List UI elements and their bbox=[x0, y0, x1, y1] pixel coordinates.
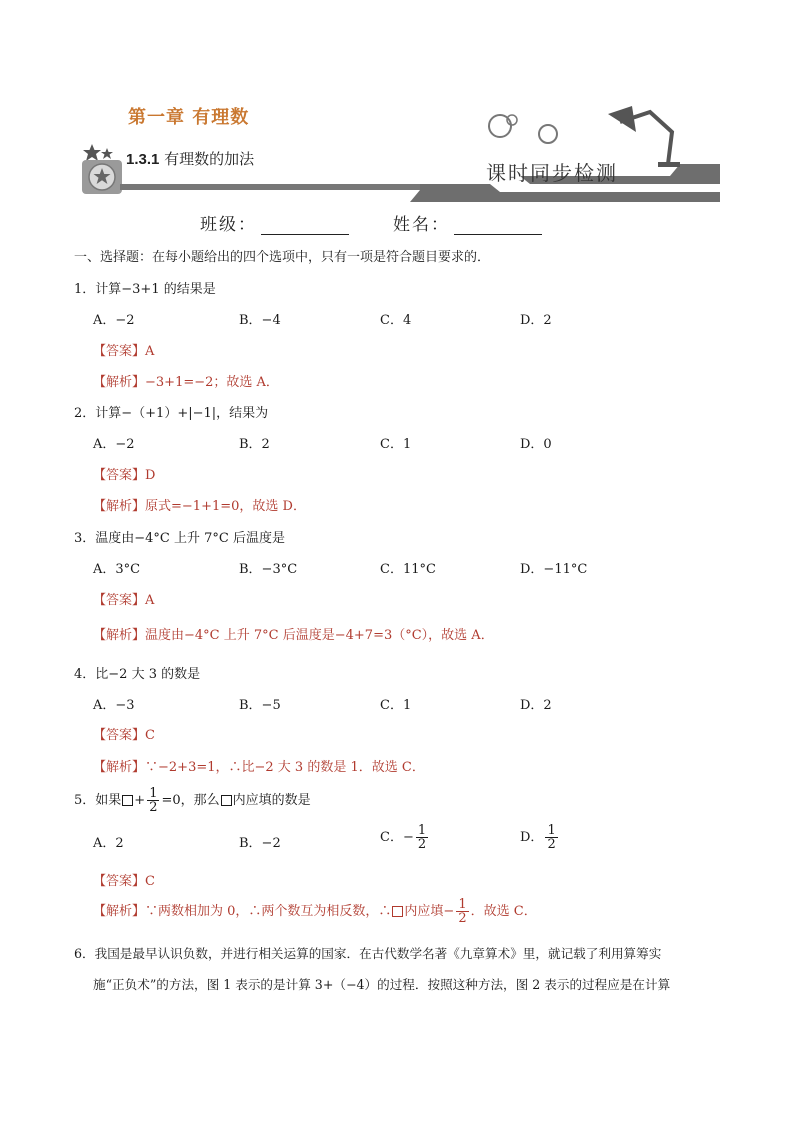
answer-value: A bbox=[145, 344, 155, 359]
blank-box-icon bbox=[122, 795, 133, 806]
section-number: 1.3.1 bbox=[126, 151, 160, 168]
answer-value: D bbox=[145, 468, 156, 483]
blank-box-icon bbox=[221, 795, 232, 806]
option-c[interactable]: C．1 bbox=[380, 698, 412, 713]
class-label: 班级： bbox=[200, 215, 257, 235]
stem-pre: 5．如果 bbox=[74, 793, 122, 808]
fraction-numerator: 1 bbox=[417, 823, 427, 838]
fraction bbox=[416, 824, 428, 851]
option-b[interactable]: B．2 bbox=[239, 437, 270, 452]
answer-tag: 【答案】 bbox=[93, 874, 146, 889]
answer bbox=[93, 592, 154, 610]
option-c[interactable]: C．4 bbox=[380, 313, 412, 328]
answer bbox=[93, 467, 155, 485]
star-icon bbox=[83, 144, 101, 161]
fraction-denominator: 2 bbox=[417, 837, 427, 852]
answer-value: A bbox=[145, 593, 155, 608]
fraction-numerator: 1 bbox=[458, 897, 467, 912]
option-b[interactable]: B．−3°C bbox=[239, 562, 298, 577]
question-stem: 2．计算−（+1）+|−1|，结果为 bbox=[74, 406, 269, 421]
stem-end: 内应填的数是 bbox=[232, 793, 311, 808]
fraction-numerator: 1 bbox=[149, 786, 158, 801]
analysis bbox=[93, 498, 306, 516]
option-a[interactable]: A．2 bbox=[93, 836, 124, 851]
answer bbox=[93, 343, 154, 361]
question-stem-line2: 施“正负术”的方法，图 1 表示的是计算 3+（−4）的过程．按照这种方法，图 2 表示的过程应是在计算 bbox=[93, 977, 671, 992]
section-name: 有理数的加法 bbox=[164, 150, 255, 168]
option-d[interactable]: D．2 bbox=[520, 313, 552, 328]
option-c[interactable]: C．11°C bbox=[380, 562, 436, 577]
option-d[interactable]: D．0 bbox=[520, 437, 552, 452]
question-stem: 4．比−2 大 3 的数是 bbox=[74, 667, 201, 682]
analysis-text: 温度由−4°C 上升 7°C 后温度是−4+7=3（°C），故选 A． bbox=[145, 628, 494, 643]
analysis-tag: 【解析】 bbox=[93, 904, 146, 919]
answer-value: C bbox=[145, 728, 155, 743]
option-d[interactable]: D．−11°C bbox=[520, 562, 588, 577]
option-a[interactable]: A．−2 bbox=[93, 313, 135, 328]
answer bbox=[93, 873, 155, 891]
option-d[interactable] bbox=[520, 824, 560, 852]
option-a[interactable]: A．−2 bbox=[93, 437, 135, 452]
class-blank[interactable] bbox=[261, 218, 349, 235]
answer-tag: 【答案】 bbox=[93, 593, 146, 608]
fraction-denominator: 2 bbox=[458, 911, 467, 926]
option-c-label: C．− bbox=[380, 830, 414, 845]
stem-post: =0，那么 bbox=[161, 793, 220, 808]
name-label: 姓名： bbox=[393, 215, 450, 235]
answer bbox=[93, 727, 155, 745]
analysis bbox=[93, 898, 537, 926]
header-band-left bbox=[120, 184, 420, 190]
section-intro: 一、选择题：在每小题给出的四个选项中，只有一项是符合题目要求的． bbox=[74, 250, 491, 265]
analysis-text: 原式=−1+1=0，故选 D． bbox=[145, 499, 306, 514]
analysis-tag: 【解析】 bbox=[93, 499, 146, 514]
question-stem bbox=[74, 787, 311, 815]
section-title bbox=[126, 148, 254, 169]
option-c[interactable]: C．1 bbox=[380, 437, 412, 452]
analysis-text: ∵−2+3=1，∴比−2 大 3 的数是 1．故选 C． bbox=[145, 760, 425, 775]
lamp-base-icon bbox=[658, 162, 680, 167]
option-a[interactable]: A．3°C bbox=[93, 562, 141, 577]
question-stem-line1: 6．我国是最早认识负数，并进行相关运算的国家．在古代数学名著《九章算术》里，就记载了利用算筹实 bbox=[74, 946, 662, 961]
blank-box-icon bbox=[392, 906, 403, 917]
option-b[interactable]: B．−5 bbox=[239, 698, 281, 713]
bubble-icon bbox=[539, 125, 557, 143]
name-field[interactable] bbox=[393, 210, 542, 235]
analysis-post: ．故选 C． bbox=[470, 904, 537, 919]
chapter-title: 第一章 有理数 bbox=[128, 107, 250, 128]
analysis-tag: 【解析】 bbox=[93, 375, 146, 390]
answer-tag: 【答案】 bbox=[93, 468, 146, 483]
star-icon bbox=[101, 148, 113, 159]
fraction bbox=[456, 898, 468, 925]
fraction-denominator: 2 bbox=[547, 837, 556, 852]
analysis bbox=[93, 374, 279, 392]
option-a[interactable]: A．−3 bbox=[93, 698, 135, 713]
option-b[interactable]: B．−2 bbox=[239, 836, 281, 851]
answer-tag: 【答案】 bbox=[93, 728, 146, 743]
option-d-label: D． bbox=[520, 830, 544, 845]
fraction-numerator: 1 bbox=[547, 823, 556, 838]
lamp-shade-icon bbox=[608, 106, 636, 132]
analysis bbox=[93, 759, 425, 777]
analysis-tag: 【解析】 bbox=[93, 760, 146, 775]
option-c[interactable] bbox=[380, 824, 430, 852]
analysis-pre: ∵两数相加为 0，∴两个数互为相反数，∴ bbox=[145, 904, 392, 919]
answer-tag: 【答案】 bbox=[93, 344, 146, 359]
fraction bbox=[545, 824, 557, 851]
class-field[interactable] bbox=[200, 210, 349, 235]
fraction-denominator: 2 bbox=[149, 800, 158, 815]
option-b[interactable]: B．−4 bbox=[239, 313, 281, 328]
name-blank[interactable] bbox=[454, 218, 542, 235]
question-stem: 3．温度由−4°C 上升 7°C 后温度是 bbox=[74, 531, 285, 546]
analysis bbox=[93, 627, 494, 645]
fraction bbox=[147, 787, 159, 814]
analysis-tag: 【解析】 bbox=[93, 628, 146, 643]
analysis-mid: 内应填− bbox=[404, 904, 455, 919]
answer-value: C bbox=[145, 874, 155, 889]
analysis-text: −3+1=−2；故选 A． bbox=[145, 375, 279, 390]
option-d[interactable]: D．2 bbox=[520, 698, 552, 713]
question-stem: 1．计算−3+1 的结果是 bbox=[74, 282, 216, 297]
side-title: 课时同步检测 bbox=[486, 161, 618, 185]
stem-plus: + bbox=[134, 793, 146, 808]
